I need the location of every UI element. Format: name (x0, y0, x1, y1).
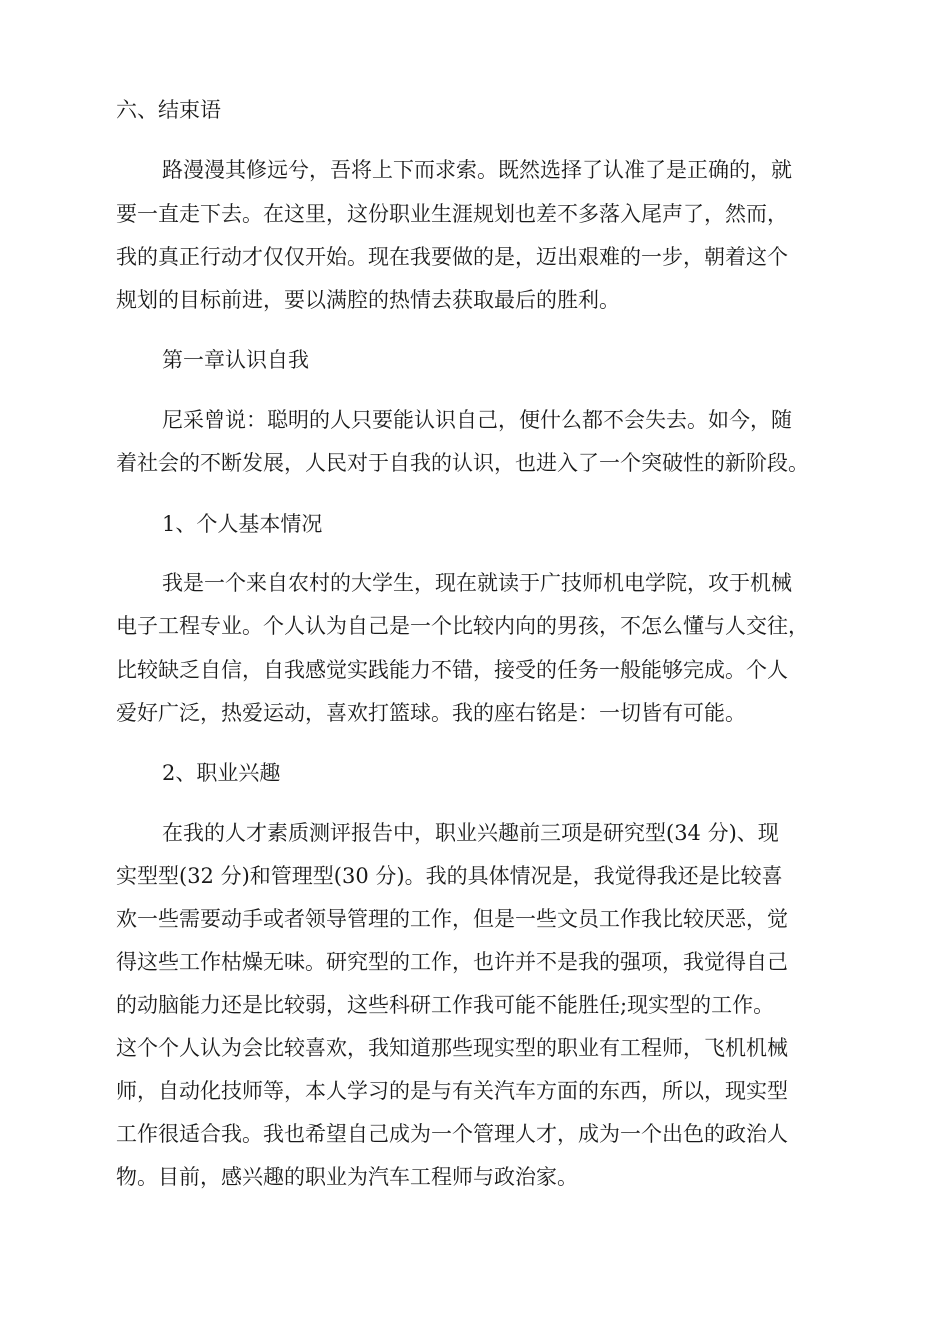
paragraph-line: 我是一个来自农村的大学生，现在就读于广技师机电学院，攻于机械 (162, 571, 792, 595)
paragraph-line: 的动脑能力还是比较弱，这些科研工作我可能不能胜任;现实型的工作。 (116, 993, 775, 1017)
paragraph-line: 路漫漫其修远兮，吾将上下而求索。既然选择了认准了是正确的，就 (162, 158, 792, 182)
paragraph-line: 工作很适合我。我也希望自己成为一个管理人才，成为一个出色的政治人 (116, 1122, 788, 1146)
chapter-heading: 第一章认识自我 (162, 348, 309, 372)
paragraph-line: 电子工程专业。个人认为自己是一个比较内向的男孩，不怎么懂与人交往， (116, 614, 809, 638)
paragraph-line: 着社会的不断发展，人民对于自我的认识，也进入了一个突破性的新阶段。 (116, 451, 809, 475)
paragraph-line: 要一直走下去。在这里，这份职业生涯规划也差不多落入尾声了，然而， (116, 202, 788, 226)
subsection-heading-career-interest: 2、职业兴趣 (162, 761, 281, 785)
paragraph-line: 在我的人才素质测评报告中，职业兴趣前三项是研究型(34 分)、现 (162, 821, 779, 845)
paragraph-line: 欢一些需要动手或者领导管理的工作，但是一些文员工作我比较厌恶，觉 (116, 907, 788, 931)
paragraph-line: 比较缺乏自信，自我感觉实践能力不错，接受的任务一般能够完成。个人 (116, 658, 788, 682)
paragraph-line: 尼采曾说：聪明的人只要能认识自己，便什么都不会失去。如今，随 (162, 408, 792, 432)
paragraph-line: 物。目前，感兴趣的职业为汽车工程师与政治家。 (116, 1165, 578, 1189)
paragraph-line: 我的真正行动才仅仅开始。现在我要做的是，迈出艰难的一步，朝着这个 (116, 245, 788, 269)
paragraph-line: 师，自动化技师等，本人学习的是与有关汽车方面的东西，所以，现实型 (116, 1079, 788, 1103)
paragraph-line: 得这些工作枯燥无味。研究型的工作，也许并不是我的强项，我觉得自己 (116, 950, 788, 974)
section-heading-conclusion: 六、结束语 (116, 98, 221, 122)
paragraph-line: 这个个人认为会比较喜欢，我知道那些现实型的职业有工程师，飞机机械 (116, 1036, 788, 1060)
paragraph-line: 规划的目标前进，要以满腔的热情去获取最后的胜利。 (116, 288, 620, 312)
paragraph-line: 实型型(32 分)和管理型(30 分)。我的具体情况是，我觉得我还是比较喜 (116, 864, 783, 888)
paragraph-line: 爱好广泛，热爱运动，喜欢打篮球。我的座右铭是：一切皆有可能。 (116, 701, 746, 725)
subsection-heading-basic-info: 1、个人基本情况 (162, 512, 323, 536)
